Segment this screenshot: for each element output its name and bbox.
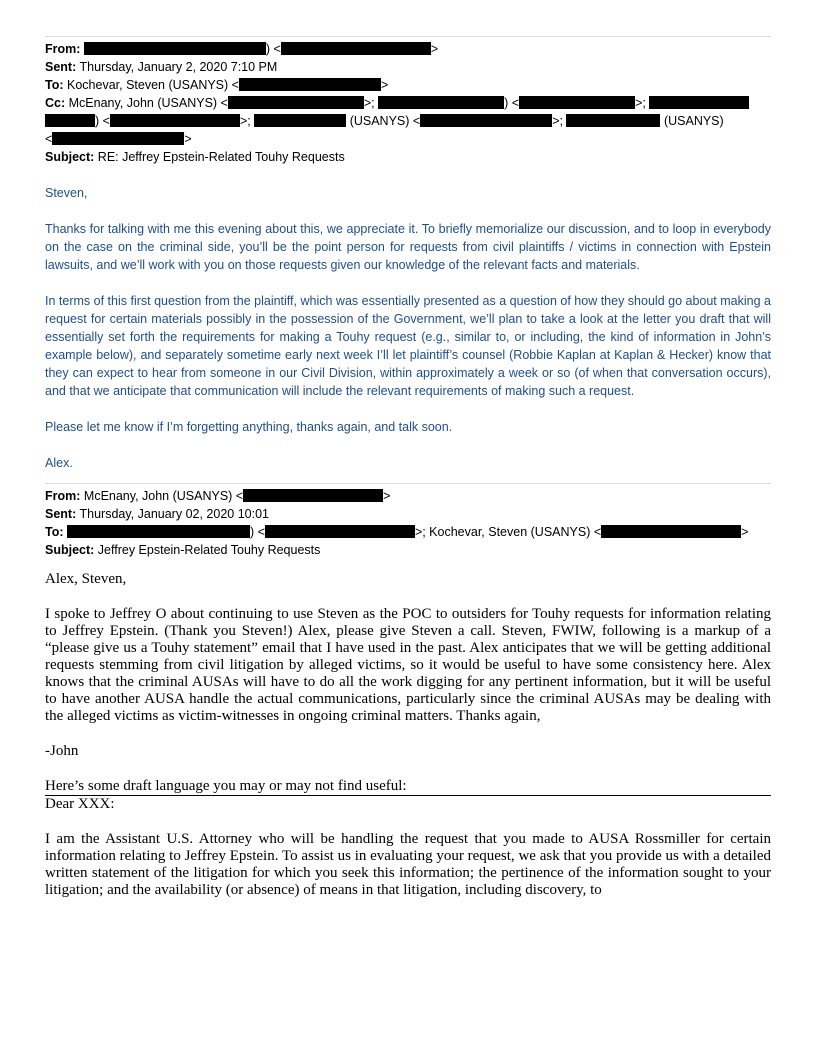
email1-cc-line-3 <box>45 130 771 148</box>
email2-body <box>45 571 771 899</box>
cc-label: Cc: <box>45 96 66 110</box>
email1-subject-line <box>45 148 771 166</box>
email1-from-line <box>45 40 771 58</box>
cc-sep: ) < <box>504 96 520 110</box>
cc-sep: >; <box>635 96 646 110</box>
to-sep: >; Kochevar, Steven (USANYS) < <box>414 525 602 539</box>
draft-salutation: Dear XXX: <box>45 796 115 812</box>
to-sep: > <box>741 525 749 539</box>
email2-paragraph-1: I spoke to Jeffrey O about continuing to use Steven as the POC to outsiders for Touhy requests for information relating to Jeffrey Epstein. (Thank you Steven!) Alex, please give Steven a call. Steven, FWIW, following is a markup of a “please give us a Touhy statement” email that I have used in the past. Alex anticipates that we will be getting additional requests stemming from civil litigation by alleged victims, so it would be useful to have some consistency here. Alex knows that the criminal AUSAs will have to do all the work digging for any pertinent information, but it will be useful to have another AUSA handle the actual communications, particularly since the criminal AUSAs may be dealing with the alleged victims as victim-witnesses in ongoing criminal matters. Thanks again, <box>45 606 771 724</box>
email2-subject-line <box>45 541 771 559</box>
email1-body <box>45 184 771 472</box>
draft-paragraph: I am the Assistant U.S. Attorney who will be handling the request that you made to AUSA Rossmiller for certain information relating to Jeffrey Epstein. To assist us in evaluating your request, we ask that you provide us with a detailed written statement of the litigation for which you seek this information; the pertinence of the information sought to your litigation; and the availability (or absence) of means in that litigation, including discovery, to <box>45 831 771 898</box>
cc-sep: < <box>45 132 53 146</box>
cc-sep: (USANYS) <box>663 114 724 128</box>
from-sep: > <box>383 489 391 503</box>
redaction <box>52 132 184 145</box>
email1-signoff: Alex. <box>45 456 73 470</box>
separator-middle <box>45 483 771 484</box>
separator-top <box>45 36 771 37</box>
cc-sep: > <box>184 132 192 146</box>
email2-greeting: Alex, Steven, <box>45 571 127 587</box>
from-sep: > <box>430 42 439 56</box>
cc-sep: >; <box>363 96 375 110</box>
redaction <box>378 96 504 109</box>
email1-paragraph-3: Please let me know if I’m forgetting anything, thanks again, and talk soon. <box>45 420 453 434</box>
from-label: From: <box>45 489 81 503</box>
sent-value: Thursday, January 2, 2020 7:10 PM <box>79 60 278 74</box>
email1-cc-line <box>45 94 771 112</box>
redaction <box>228 96 364 109</box>
redaction <box>420 114 552 127</box>
redaction <box>239 78 381 91</box>
email2-to-line <box>45 523 771 541</box>
email2-header <box>45 487 771 559</box>
redaction <box>649 96 749 109</box>
cc-value: McEnany, John (USANYS) < <box>68 96 228 110</box>
email2-from-line <box>45 487 771 505</box>
email2-signoff: -John <box>45 743 79 759</box>
redaction <box>566 114 660 127</box>
email1-sent-line <box>45 58 771 76</box>
to-sep: > <box>380 78 389 92</box>
to-label: To: <box>45 525 64 539</box>
from-label: From: <box>45 42 81 56</box>
subject-value: Jeffrey Epstein-Related Touhy Requests <box>97 543 321 557</box>
to-sep: ) < <box>250 525 265 539</box>
email1-paragraph-1: Thanks for talking with me this evening about this, we appreciate it. To briefly memorialize our discussion, and to loop in everybody on the case on the criminal side, you’ll be the point person for requests from civil plaintiffs / victims in connection with Epstein lawsuits, and we’ll work with you on those requests given our knowledge of the relevant facts and materials. <box>45 222 771 272</box>
from-value: McEnany, John (USANYS) < <box>83 489 244 503</box>
cc-sep: >; <box>239 114 251 128</box>
redaction <box>281 42 431 55</box>
redaction <box>45 114 95 127</box>
redaction <box>519 96 635 109</box>
to-value: Kochevar, Steven (USANYS) < <box>67 78 239 92</box>
email1-to-line <box>45 76 771 94</box>
email1-cc-line-2 <box>45 112 771 130</box>
redaction <box>243 489 383 502</box>
cc-sep: >; <box>552 114 563 128</box>
sent-value: Thursday, January 02, 2020 10:01 <box>79 507 269 521</box>
cc-sep: (USANYS) < <box>349 114 421 128</box>
cc-sep: ) < <box>95 114 110 128</box>
draft-intro: Here’s some draft language you may or may not find useful: <box>45 778 771 796</box>
subject-label: Subject: <box>45 543 95 557</box>
email1-greeting: Steven, <box>45 186 88 200</box>
redaction <box>110 114 240 127</box>
subject-label: Subject: <box>45 150 95 164</box>
sent-label: Sent: <box>45 60 77 74</box>
document-page <box>45 36 771 899</box>
sent-label: Sent: <box>45 507 77 521</box>
to-label: To: <box>45 78 64 92</box>
redaction <box>84 42 266 55</box>
email2-sent-line <box>45 505 771 523</box>
redaction <box>254 114 346 127</box>
subject-value: RE: Jeffrey Epstein-Related Touhy Requests <box>97 150 345 164</box>
redaction <box>601 525 741 538</box>
redaction <box>67 525 250 538</box>
from-sep: ) < <box>265 42 281 56</box>
email1-header <box>45 40 771 166</box>
email1-paragraph-2: In terms of this first question from the plaintiff, which was essentially presented as a question of how they should go about making a request for certain materials possibly in the possession of the Government, we’ll plan to take a look at the letter you draft that will essentially set forth the requirements for making a Touhy request (e.g., similar to, or including, the kind of information in John’s example below), and separately sometime early next week I’ll let plaintiff’s counsel (Robbie Kaplan at Kaplan & Hecker) know that they can expect to hear from someone in our Civil Division, within approximately a week or so (of when that conversation occurs), and that we anticipate that communication will include the relevant requirements of making such a request. <box>45 294 771 398</box>
redaction <box>265 525 415 538</box>
